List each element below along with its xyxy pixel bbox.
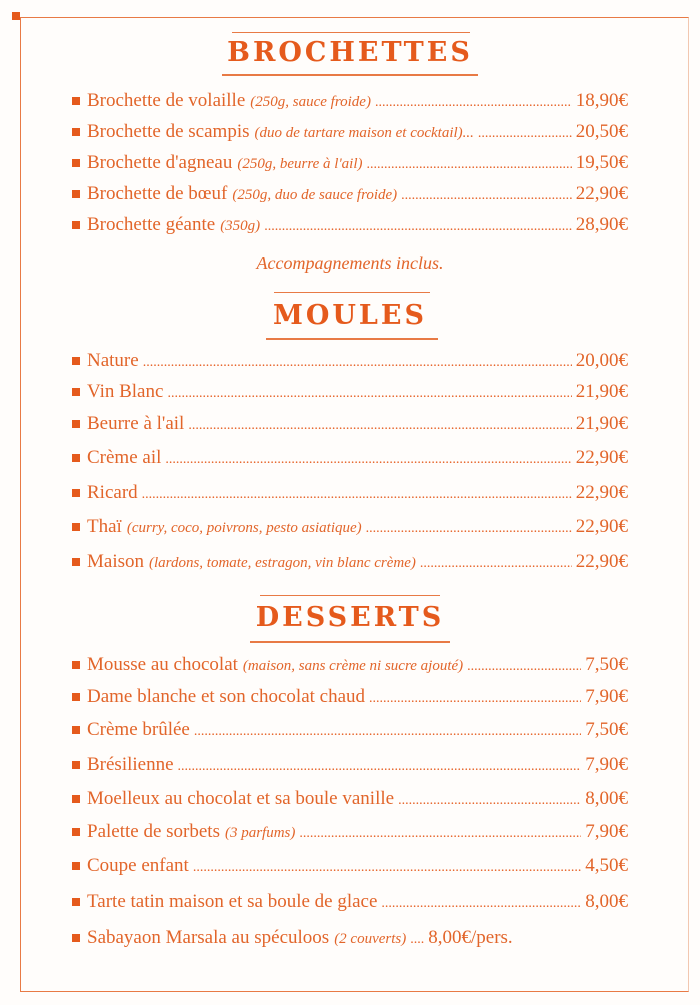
bullet-icon [72,190,80,198]
leader-dots [142,487,572,503]
bullet-icon [72,357,80,365]
menu-item: Mousse au chocolat (maison, sans crème ni sucre ajouté) ..... 7,50€ [72,654,628,684]
menu-item: Palette de sorbets (3 parfums) ..... 7,90€ [72,821,628,851]
menu-item: Thaï (curry, coco, poivrons, pesto asiatique) ..... 22,90€ [72,516,628,546]
accompaniments-note: Accompagnements inclus. [256,253,444,273]
menu-item: Coupe enfant ..... 4,50€ [72,855,628,885]
section-title-brochettes: BROCHETTES [227,37,473,68]
price: 22,90€ [575,516,628,537]
price: 22,90€ [575,551,628,572]
price: 8,00€ [585,891,628,912]
leader-dots [193,860,581,876]
leader-dots [264,219,572,235]
section-title-desserts: DESSERTS [255,602,445,633]
bullet-icon [72,489,80,497]
leader-dots [167,386,571,402]
price: 4,50€ [585,855,628,876]
bullet-icon [72,828,80,836]
price: 20,00€ [575,350,628,371]
corner-mark [12,12,20,20]
leader-dots [401,188,572,204]
price: 7,90€ [585,754,628,775]
brochettes-top-rule [232,32,470,33]
bullet-icon [72,726,80,734]
moules-top-rule [274,292,430,293]
menu-item: Brésilienne ..... 7,90€ [72,754,628,784]
menu-item: Brochette géante (350g) ..... 28,90€ [72,214,628,244]
price: 8,00€ [585,788,628,809]
leader-dots [194,724,581,740]
bullet-icon [72,128,80,136]
bullet-icon [72,795,80,803]
leader-dots [178,759,582,775]
price: 22,90€ [575,482,628,503]
leader-dots [143,355,572,371]
price: 19,50€ [575,152,628,173]
leader-dots [165,452,571,468]
price: 18,90€ [575,90,628,111]
leader-dots [478,126,572,142]
bullet-icon [72,661,80,669]
leader-dots [188,418,571,434]
bullet-icon [72,934,80,942]
menu-item: Ricard ..... 22,90€ [72,482,628,512]
menu-item: Brochette de volaille (250g, sauce froide) ..... 18,90€ [72,90,628,120]
bullet-icon [72,388,80,396]
menu-item: Dame blanche et son chocolat chaud ..... 7,90€ [72,686,628,716]
moules-bottom-rule [266,338,438,340]
bullet-icon [72,558,80,566]
price: 7,50€ [585,654,628,675]
menu-item: Brochette d'agneau (250g, beurre à l'ail) ..... 19,50€ [72,152,628,182]
bullet-icon [72,761,80,769]
menu-item: Beurre à l'ail ..... 21,90€ [72,413,628,443]
leader-dots [467,659,581,675]
leader-dots [366,157,571,173]
bullet-icon [72,693,80,701]
section-title-moules: MOULES [272,300,427,331]
bullet-icon [72,898,80,906]
menu-item: Crème brûlée ..... 7,50€ [72,719,628,749]
price: 21,90€ [575,381,628,402]
desserts-top-rule [260,595,440,596]
price: 28,90€ [575,214,628,235]
bullet-icon [72,159,80,167]
leader-dots [299,826,581,842]
leader-dots [398,793,581,809]
price: 21,90€ [575,413,628,434]
menu-item: Maison (lardons, tomate, estragon, vin blanc crème) ..... 22,90€ [72,551,628,581]
bullet-icon [72,420,80,428]
menu-item: Brochette de bœuf (250g, duo de sauce froide) ..... 22,90€ [72,183,628,213]
bullet-icon [72,523,80,531]
price: 22,90€ [575,447,628,468]
leader-dots [369,691,581,707]
leader-dots [420,556,572,572]
desserts-bottom-rule [250,641,450,643]
leader-dots [410,932,424,948]
leader-dots [375,95,572,111]
price: 7,90€ [585,686,628,707]
price: 8,00€/pers. [428,927,513,948]
bullet-icon [72,862,80,870]
price: 20,50€ [575,121,628,142]
menu-item: Vin Blanc ..... 21,90€ [72,381,628,411]
bullet-icon [72,97,80,105]
menu-item: Moelleux au chocolat et sa boule vanille ..... 8,00€ [72,788,628,818]
price: 7,90€ [585,821,628,842]
menu-item: Crème ail ..... 22,90€ [72,447,628,477]
price: 22,90€ [575,183,628,204]
brochettes-bottom-rule [222,74,478,76]
bullet-icon [72,454,80,462]
price: 7,50€ [585,719,628,740]
menu-item: Nature ..... 20,00€ [72,350,628,380]
bullet-icon [72,221,80,229]
leader-dots [381,896,581,912]
leader-dots [366,521,572,537]
menu-item: Brochette de scampis (duo de tartare maison et cocktail)... ..... 20,50€ [72,121,628,151]
menu-item: Sabayaon Marsala au spéculoos (2 couverts) ..... 8,00€/pers. [72,927,628,957]
menu-item: Tarte tatin maison et sa boule de glace ..... 8,00€ [72,891,628,921]
